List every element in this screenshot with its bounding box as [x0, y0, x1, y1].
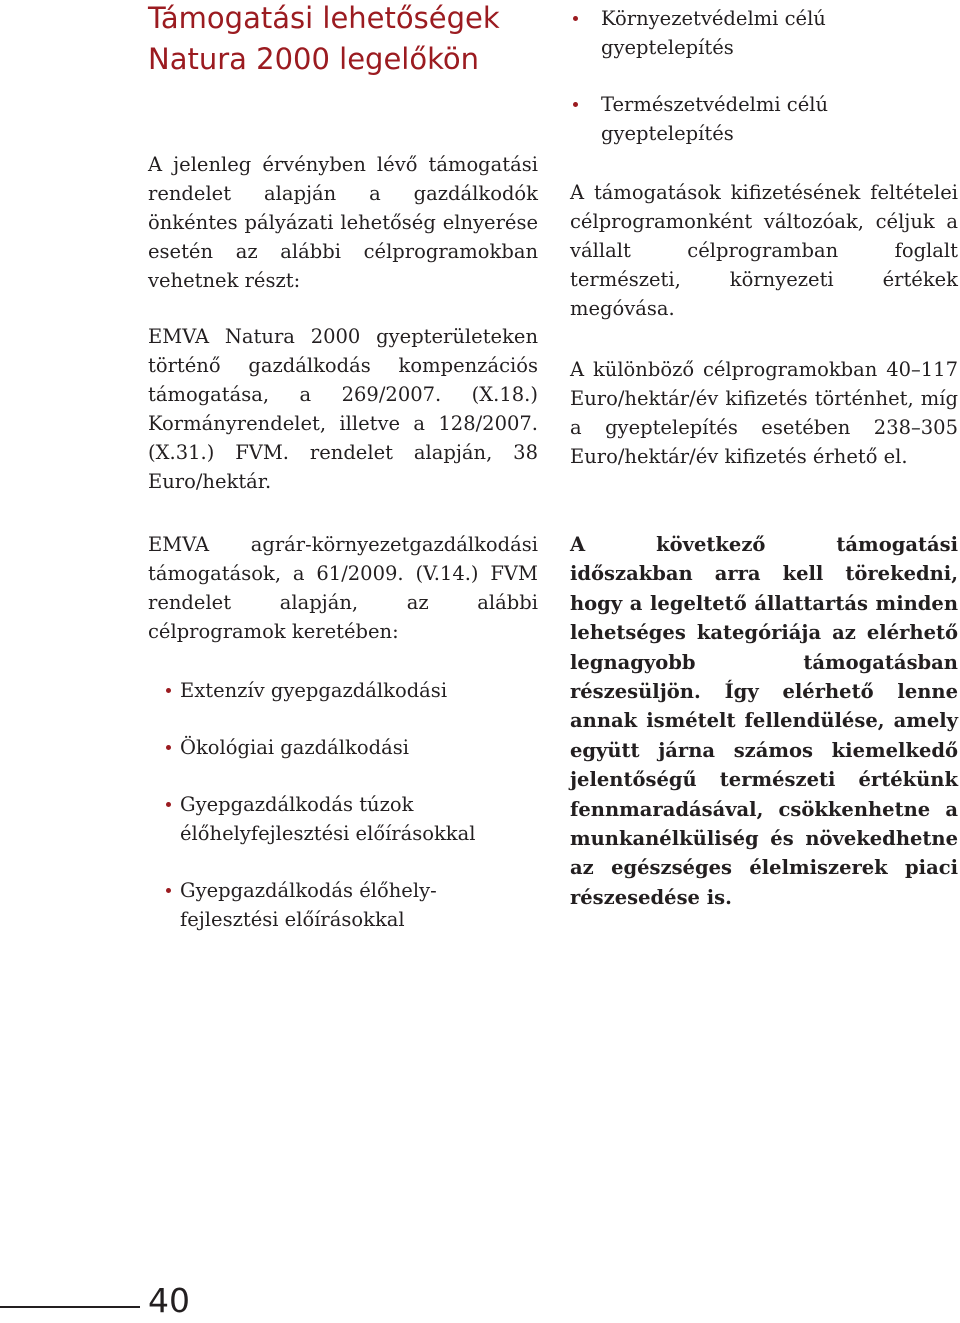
bullet-icon — [166, 888, 171, 893]
bullet-icon — [166, 802, 171, 807]
left-bullet-list — [148, 676, 538, 962]
list-item — [148, 790, 538, 848]
amounts-paragraph: A különböző célprogramokban 40–117 Euro/hektár/év kifizetés történhet, míg a gyeptelepítés esetében 238–305 Euro/hektár/év kifizetés érhető el. — [570, 358, 958, 468]
list-item — [148, 733, 538, 762]
footer-rule — [0, 1306, 140, 1308]
emphasis-paragraph: A következő támogatási időszakban arra kell törekedni, hogy a legeltető állattartás minden lehetséges kategóriája az elérhető legnagyobb támogatásban részesüljön. Így elérhető lenne annak ismételt fellendülése, amely együtt járna számos kiemelkedő jelentőségű természeti értékünk fennmaradásával, csökkenhetne a munkanélküliség és növekedhetne az egészséges élelmiszerek piaci részesedése is. — [570, 533, 958, 909]
list-item-text: Gyepgazdálkodás élőhely-fejlesztési előírásokkal — [180, 879, 437, 931]
bullet-icon — [573, 102, 578, 107]
list-item-text: Extenzív gyepgazdálkodási — [180, 679, 448, 702]
intro-paragraph: A jelenleg érvényben lévő támogatási rendelet alapján a gazdálkodók önkéntes pályázati lehetőség elnyerése esetén az alábbi célprogramokban vehetnek részt: — [148, 153, 538, 292]
list-item-text: Környezetvédelmi célú gyeptelepítés — [601, 7, 826, 59]
list-item — [570, 90, 958, 148]
page-title: Támogatási lehetőségek Natura 2000 legelőkön — [148, 1, 500, 76]
page-number: 40 — [148, 1281, 190, 1320]
bullet-icon — [166, 688, 171, 693]
list-item — [570, 4, 958, 62]
list-item — [148, 676, 538, 705]
list-item-text: Gyepgazdálkodás túzok élőhelyfejlesztési előírásokkal — [180, 793, 476, 845]
list-item-text: Természetvédelmi célú gyeptelepítés — [601, 93, 829, 145]
conditions-paragraph: A támogatások kifizetésének feltételei célprogramonként változóak, céljuk a vállalt célprogramban foglalt természeti, környezeti értékek megóvása. — [570, 181, 958, 320]
bullet-icon — [166, 745, 171, 750]
bullet-icon — [573, 16, 578, 21]
list-item — [148, 876, 538, 934]
right-bullet-list — [570, 4, 958, 176]
natura-paragraph: EMVA Natura 2000 gyepterületeken történő gazdálkodás kompenzációs támogatása, a 269/2007. (X.18.) Kormányrendelet, illetve a 128/2007. (X.31.) FVM. rendelet alapján, 38 Euro/hektár. — [148, 325, 538, 493]
agrar-paragraph: EMVA agrár-környezetgazdálkodási támogatások, a 61/2009. (V.14.) FVM rendelet alapján, az alábbi célprogramok keretében: — [148, 533, 538, 643]
list-item-text: Ökológiai gazdálkodási — [180, 736, 409, 759]
